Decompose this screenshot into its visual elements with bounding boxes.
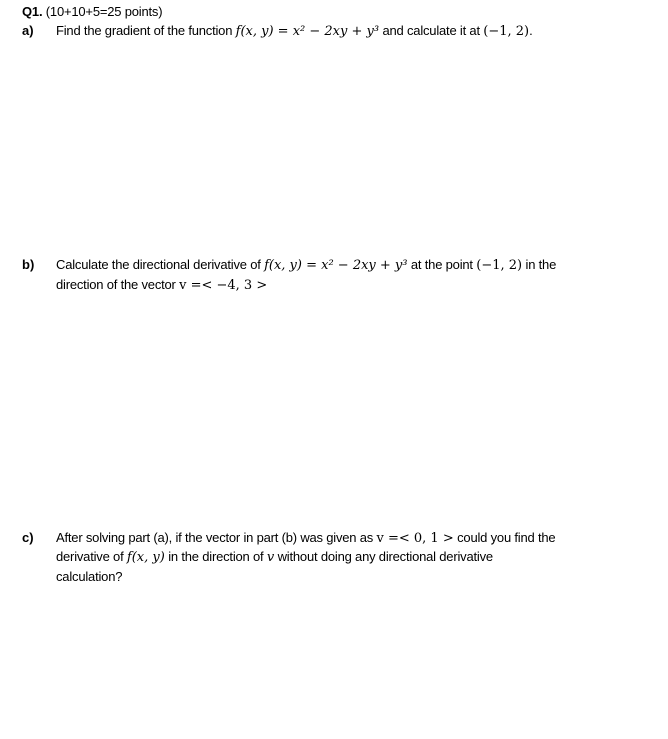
- part-b-text-line1: [56, 257, 556, 274]
- function-expression: f(x, y) = x² − 2xy + y³: [264, 258, 408, 273]
- text: direction of the vector: [56, 277, 180, 292]
- text: without doing any directional derivative: [274, 549, 493, 564]
- text: Calculate the directional derivative of: [56, 257, 265, 272]
- vector-expression: v =< 0, 1 >: [376, 531, 454, 546]
- part-a-text: [56, 23, 533, 40]
- part-b-text-line2: [56, 277, 267, 294]
- text: derivative of: [56, 549, 127, 564]
- part-c-text-line2: [56, 549, 493, 566]
- question-header: [22, 4, 162, 20]
- part-b-label: b): [22, 257, 35, 272]
- text: in the direction of: [164, 549, 267, 564]
- text: Find the gradient of the function: [56, 23, 236, 38]
- text: in the: [522, 257, 557, 272]
- function-expression: f(x, y): [126, 550, 165, 565]
- part-c-label: c): [22, 530, 34, 545]
- part-c-text-line3: [56, 569, 122, 585]
- text: and calculate it at: [379, 23, 484, 38]
- text: .: [529, 23, 533, 38]
- part-c-text-line1: [56, 530, 555, 547]
- point-expression: (−1, 2): [476, 258, 523, 273]
- part-a-label: a): [22, 23, 34, 38]
- point-expression: (−1, 2): [483, 24, 530, 39]
- text: calculation?: [56, 569, 123, 584]
- vector-expression: v =< −4, 3 >: [179, 278, 268, 293]
- function-expression: f(x, y) = x² − 2xy + y³: [235, 24, 380, 39]
- text: After solving part (a), if the vector in part (b) was given as: [56, 530, 377, 545]
- vector-symbol: v: [266, 550, 275, 565]
- question-points: (10+10+5=25 points): [45, 4, 163, 19]
- text: could you find the: [453, 530, 556, 545]
- question-number: Q1.: [22, 4, 43, 19]
- text: at the point: [407, 257, 477, 272]
